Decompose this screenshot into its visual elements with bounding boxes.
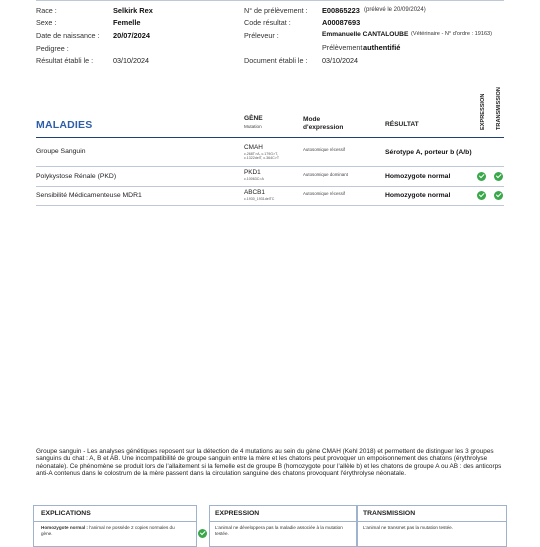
- gene-mutation: c.1930_1931delTC: [244, 197, 275, 201]
- sample-date-note: (prélevé le 20/09/2024): [364, 6, 426, 13]
- sampler-name: Emmanuelle CANTALOUBE: [322, 31, 409, 38]
- explanations-title: EXPLICATIONS: [41, 510, 91, 517]
- result-code-value: A00087693: [322, 18, 361, 27]
- expression-mode: Autosomique récessif: [303, 147, 345, 152]
- expression-legend-title: EXPRESSION: [215, 510, 260, 517]
- gene-mutation: c.1322delT, c.364C>T: [244, 156, 280, 161]
- explanations-term: Homozygote normal :: [41, 525, 88, 530]
- mode-header-line1: Mode: [303, 116, 321, 123]
- gene-header-label: GÈNE: [244, 115, 263, 122]
- expression-mode: Autosomique dominant: [303, 172, 348, 177]
- sex-label: Sexe :: [36, 18, 57, 27]
- breed-label: Race :: [36, 6, 57, 15]
- pedigree-label: Pedigree :: [36, 44, 69, 53]
- transmission-legend-title: TRANSMISSION: [363, 510, 416, 517]
- disease-name: Sensibilité Médicamenteuse MDR1: [36, 192, 142, 199]
- transmission-column-header: TRANSMISSION: [496, 87, 502, 130]
- birthdate-value: 20/07/2024: [113, 31, 150, 40]
- blood-group-note: Groupe sanguin - Les analyses génétiques reposent sur la détection de 4 mutations au sein du gène CMAH (Kehl 2018) et permettent de distinguer les 3 groupes sanguins du chat : A, B et AB. Une incompatibilité de groupe sanguin entre la mère et les chatons peut provoquer un empoisonnement des chatons (érythrolyse néonatale). Ce phénomène se produit lors de l'allaitement si la femelle est de groupe B (homozygote pour l'allèle b) et les chatons de groupe A ou AB : des anticorps anti-A contenus dans le colostrum de la mère passent dans la circulation sanguine des chatons provoquant l'érythrolyse néonatale.: [36, 448, 502, 478]
- test-result: Homozygote normal: [385, 173, 451, 180]
- sex-value: Femelle: [113, 18, 141, 27]
- authentic-prefix: Prélèvement: [322, 43, 363, 52]
- expression-check-icon: [477, 172, 486, 181]
- transmission-legend-text: L'animal ne transmet pas la mutation testée.: [363, 525, 453, 530]
- gene-column-header: [244, 115, 263, 131]
- gene-name: PKD1: [244, 169, 261, 176]
- gene-name: ABCB1: [244, 189, 265, 196]
- sampler-label: Préleveur :: [244, 31, 279, 40]
- mode-column-header: [303, 116, 343, 132]
- header-rule: [36, 0, 504, 1]
- sample-number-label: N° de prélèvement :: [244, 6, 308, 15]
- table-header-rule: [36, 137, 504, 138]
- sampler-detail: (Vétérinaire - N° d'ordre : 19163): [411, 31, 493, 38]
- explanations-text: [41, 525, 187, 536]
- transmission-check-icon: [494, 191, 503, 200]
- result-column-header: RÉSULTAT: [385, 121, 419, 128]
- breed-value: Selkirk Rex: [113, 6, 153, 15]
- row-divider: [36, 166, 504, 167]
- row-divider: [36, 205, 504, 206]
- test-result: Sérotype A, porteur b (A/b): [385, 149, 472, 156]
- expression-box: [209, 505, 357, 547]
- expression-mode: Autosomique récessif: [303, 191, 345, 196]
- result-date-label: Résultat établi le :: [36, 56, 94, 65]
- result-date-value: 03/10/2024: [113, 56, 149, 65]
- gene-mutation: c.268T>A, c.179G>T,: [244, 152, 278, 156]
- disease-name: Groupe Sanguin: [36, 148, 86, 155]
- result-code-label: Code résultat :: [244, 18, 291, 27]
- expression-legend-check-icon: [198, 529, 207, 538]
- expression-column-header: EXPRESSION: [480, 93, 486, 130]
- sample-number-value: E00865223: [322, 6, 360, 15]
- document-date-value: 03/10/2024: [322, 56, 358, 65]
- mutation-header-label: Mutation: [244, 123, 262, 129]
- row-divider: [36, 186, 504, 187]
- explanations-definition: l'animal ne possède 2 copies normales du gène.: [41, 525, 175, 536]
- authentic-value: authentifié: [363, 43, 401, 52]
- transmission-box: [357, 505, 507, 547]
- disease-name: Polykystose Rénale (PKD): [36, 173, 117, 180]
- diseases-title: MALADIES: [36, 119, 93, 131]
- birthdate-label: Date de naissance :: [36, 31, 100, 40]
- explanations-box: [33, 505, 197, 547]
- transmission-check-icon: [494, 172, 503, 181]
- document-date-label: Document établi le :: [244, 56, 308, 65]
- mode-header-line2: d'expression: [303, 123, 344, 131]
- test-result: Homozygote normal: [385, 192, 451, 199]
- expression-legend-text: L'animal ne développera pas la maladie associée à la mutation testée.: [215, 525, 343, 536]
- expression-check-icon: [477, 191, 486, 200]
- gene-mutation: c.10063C>A: [244, 177, 264, 181]
- gene-name: CMAH: [244, 144, 263, 151]
